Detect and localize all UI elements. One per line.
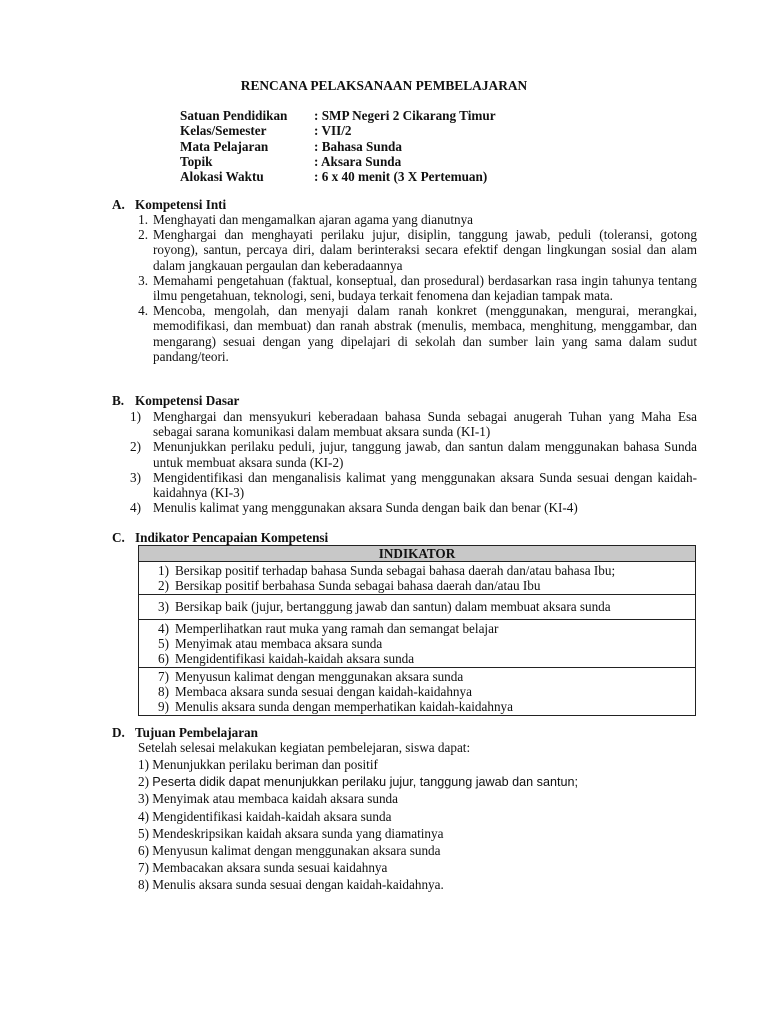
item-text: Menunjukkan perilaku peduli, jujur, tanggung jawab, dan santun dalam menggunakan bahasa Sunda untuk membuat aksara sunda (KI-2) (153, 439, 697, 470)
item-number: 6) (138, 842, 149, 858)
list-item (138, 876, 698, 893)
indicator-text: Menyusun kalimat dengan menggunakan aksara sunda (175, 669, 464, 684)
indicator-text: Memperlihatkan raut muka yang ramah dan semangat belajar (175, 621, 499, 636)
indicator-number: 8) (158, 684, 169, 699)
indicator-text: Bersikap positif terhadap bahasa Sunda sebagai bahasa daerah dan/atau bahasa Ibu; (175, 563, 616, 578)
list-item (138, 790, 698, 807)
meta-label: Kelas/Semester (180, 123, 267, 139)
indicator-text: Menyimak atau membaca aksara sunda (175, 636, 383, 651)
indicator-text: Membaca aksara sunda sesuai dengan kaidah-kaidahnya (175, 684, 472, 699)
item-number: 5) (138, 825, 149, 841)
list-item (130, 470, 697, 500)
section-title: Tujuan Pembelajaran (135, 725, 258, 740)
indicator-text: Menulis aksara sunda dengan memperhatikan kaidah-kaidahnya (175, 699, 513, 714)
item-text: Menyusun kalimat dengan menggunakan aksara sunda (152, 842, 441, 858)
meta-row (180, 139, 496, 154)
list-item (138, 756, 698, 773)
table-row (139, 651, 695, 666)
list-item (138, 808, 698, 825)
tujuan-list (138, 756, 698, 894)
table-row-group (139, 668, 695, 715)
list-item (130, 303, 697, 364)
indicator-number: 9) (158, 699, 169, 714)
item-number: 4) (138, 808, 149, 824)
item-text: Menghayati dan mengamalkan ajaran agama yang dianutnya (153, 212, 474, 227)
indicator-text: Bersikap baik (jujur, bertanggung jawab dan santun) dalam membuat aksara sunda (175, 599, 611, 614)
meta-value: : VII/2 (314, 123, 352, 139)
item-number: 2) (130, 439, 141, 455)
table-row (139, 669, 695, 684)
indicator-number: 3) (158, 599, 169, 614)
item-text: Menghargai dan mensyukuri keberadaan bahasa Sunda sebagai anugerah Tuhan yang Maha Esa sebagai sarana komunikasi dalam membuat aksara sunda (KI-1) (153, 409, 697, 440)
item-number: 8) (138, 877, 149, 893)
item-number: 7) (138, 860, 149, 876)
item-number: 3. (138, 272, 148, 288)
item-text: Menghargai dan menghayati perilaku jujur, disiplin, tanggung jawab, peduli (toleransi, gotong royong), santun, percaya diri, dalam berinteraksi secara efektif dengan lingkungan sosial dan alam dalam jangkauan pergaulan dan keberadaannya (153, 227, 697, 273)
meta-row (180, 108, 496, 123)
item-text: Menulis aksara sunda sesuai dengan kaidah-kaidahnya. (152, 877, 444, 893)
indicator-number: 6) (158, 651, 169, 666)
section-heading-kompetensi-inti (112, 197, 226, 212)
meta-label: Alokasi Waktu (180, 169, 264, 185)
item-text: Memahami pengetahuan (faktual, konseptual, dan prosedural) berdasarkan rasa ingin tahunya tentang ilmu pengetahuan, teknologi, seni, budaya terkait fenomena dan kejadian tampak mata. (153, 272, 697, 304)
indicator-text: Mengidentifikasi kaidah-kaidah aksara sunda (175, 651, 415, 666)
meta-row (180, 169, 496, 184)
section-title: Indikator Pencapaian Kompetensi (135, 530, 329, 545)
list-item (130, 409, 697, 439)
table-row-group (139, 620, 695, 668)
item-number: 1) (130, 409, 141, 424)
meta-label: Satuan Pendidikan (180, 108, 288, 123)
indicator-number: 5) (158, 636, 169, 651)
kompetensi-inti-list (130, 212, 697, 364)
list-item (130, 500, 697, 515)
meta-label: Topik (180, 153, 213, 169)
indicator-number: 4) (158, 621, 169, 636)
indicator-text: Bersikap positif berbahasa Sunda sebagai bahasa daerah dan/atau Ibu (175, 578, 541, 593)
table-row (139, 699, 695, 714)
section-letter: B. (112, 393, 125, 408)
identity-block (180, 108, 496, 184)
indicator-number: 7) (158, 669, 169, 684)
list-item (138, 773, 698, 790)
table-row (139, 563, 695, 578)
item-text: Mengidentifikasi kaidah-kaidah aksara sunda (152, 808, 392, 824)
item-text: Mengidentifikasi dan menganalisis kalimat yang menggunakan aksara Sunda sesuai dengan kaidah-kaidahnya (KI-3) (153, 469, 697, 501)
item-number: 2. (138, 227, 148, 243)
list-item (130, 227, 697, 273)
list-item (138, 825, 698, 842)
meta-row (180, 154, 496, 169)
table-row-group (139, 562, 695, 595)
section-heading-kompetensi-dasar (112, 393, 239, 408)
table-row (139, 599, 695, 614)
item-text: Menulis kalimat yang menggunakan aksara Sunda dengan baik dan benar (KI-4) (153, 500, 578, 516)
item-text: Mencoba, mengolah, dan menyaji dalam ranah konkret (menggunakan, mengurai, merangkai, memodifikasi, dan membuat) dan ranah abstrak (menulis, membaca, menghitung, menggambar, dan mengarang) sesuai dengan yang dipelajari di sekolah dan sumber lain yang sama dalam sudut pandang/teori. (153, 303, 697, 364)
table-row (139, 636, 695, 651)
section-letter: A. (112, 197, 125, 212)
tujuan-intro: Setelah selesai melakukan kegiatan pembelejaran, siswa dapat: (138, 740, 471, 755)
indicator-number: 2) (158, 578, 169, 593)
table-row-group (139, 595, 695, 620)
document-title: RENCANA PELAKSANAAN PEMBELAJARAN (240, 78, 528, 93)
item-number: 3) (138, 791, 149, 807)
meta-value: : Aksara Sunda (314, 153, 402, 169)
table-header: INDIKATOR (139, 546, 695, 562)
table-row (139, 578, 695, 593)
meta-value: : SMP Negeri 2 Cikarang Timur (314, 108, 496, 123)
section-title: Kompetensi Dasar (135, 393, 240, 408)
meta-value: : Bahasa Sunda (314, 138, 402, 154)
item-number: 1. (138, 212, 148, 227)
section-heading-indikator (112, 530, 328, 545)
list-item (138, 842, 698, 859)
table-row (139, 621, 695, 636)
item-number: 1) (138, 757, 149, 772)
meta-label: Mata Pelajaran (180, 138, 269, 154)
list-item (130, 212, 697, 227)
indicator-number: 1) (158, 563, 169, 578)
list-item (138, 859, 698, 876)
table-row (139, 684, 695, 699)
list-item (130, 439, 697, 469)
item-number: 3) (130, 469, 141, 485)
section-title: Kompetensi Inti (135, 197, 227, 212)
item-number: 2) (138, 774, 149, 790)
item-text: Membacakan aksara sunda sesuai kaidahnya (152, 860, 388, 876)
meta-value: : 6 x 40 menit (3 X Pertemuan) (314, 169, 488, 185)
item-text: Mendeskripsikan kaidah aksara sunda yang diamatinya (152, 825, 444, 841)
item-text: Menyimak atau membaca kaidah aksara sunda (152, 791, 398, 807)
section-heading-tujuan (112, 725, 258, 740)
indikator-table (138, 545, 696, 716)
kompetensi-dasar-list (130, 409, 697, 515)
meta-row (180, 123, 496, 138)
list-item (130, 273, 697, 303)
item-text: Menunjukkan perilaku beriman dan positif (152, 757, 378, 772)
item-number: 4. (138, 303, 148, 319)
item-number: 4) (130, 500, 141, 516)
section-letter: D. (112, 725, 125, 740)
section-letter: C. (112, 530, 125, 545)
item-text: Peserta didik dapat menunjukkan perilaku jujur, tanggung jawab dan santun; (152, 775, 578, 790)
